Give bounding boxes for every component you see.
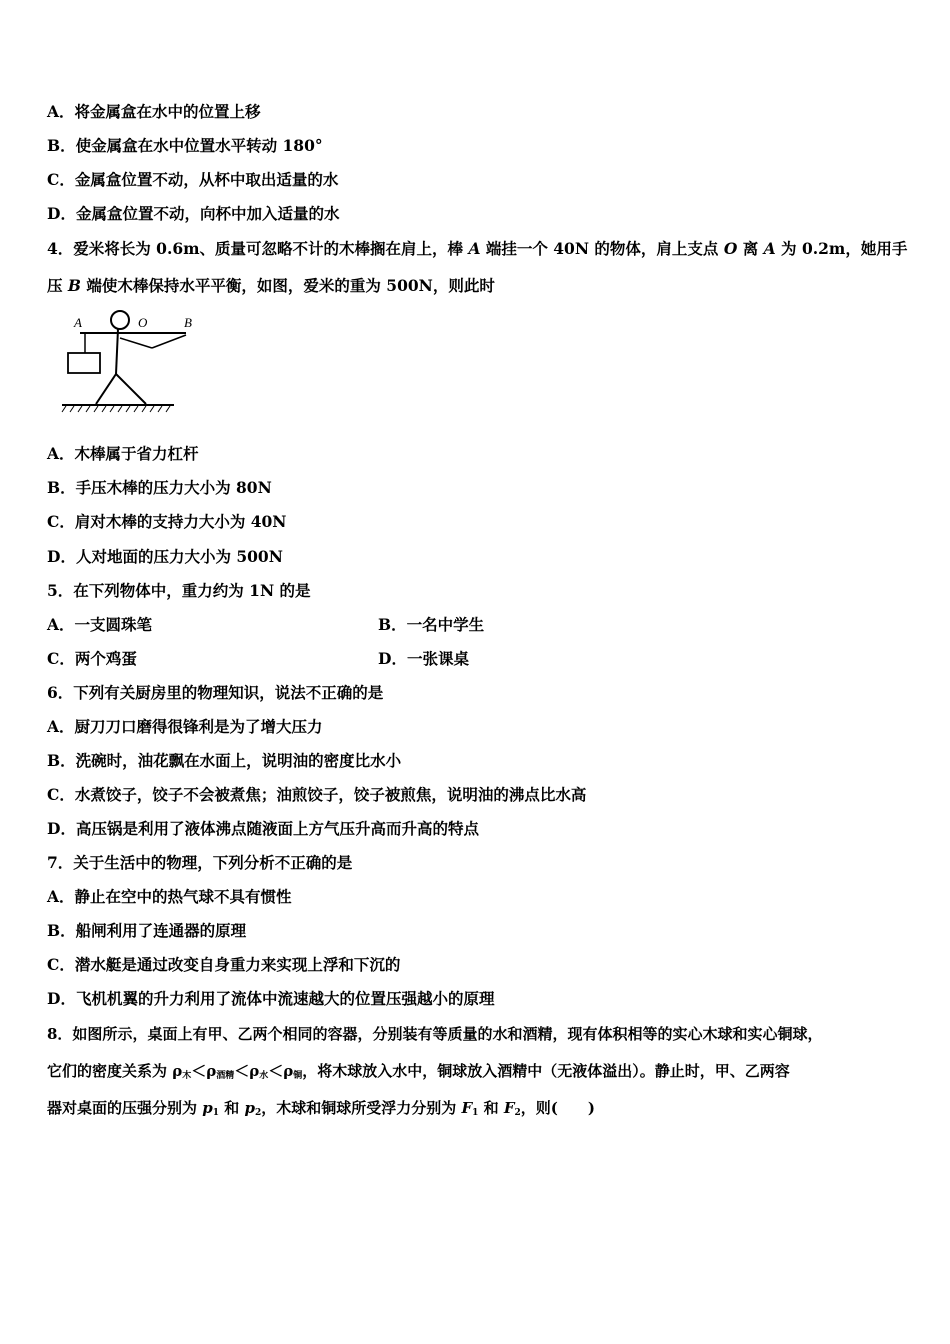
q3-option-d: D．金属盒位置不动，向杯中加入适量的水 — [47, 204, 340, 223]
label-b: B — [184, 315, 192, 330]
forearm — [152, 335, 186, 348]
body — [116, 329, 118, 374]
q4-stem-line2: 压 B 端使木棒保持水平平衡，如图，爱米的重为 500N，则此时 — [47, 276, 495, 295]
q7-option-d: D．飞机机翼的升力利用了流体中流速越大的位置压强越小的原理 — [47, 989, 495, 1008]
q7-option-a: A．静止在空中的热气球不具有惯性 — [47, 887, 292, 906]
arm — [120, 338, 152, 348]
q7-stem: 7．关于生活中的物理，下列分析不正确的是 — [47, 853, 353, 872]
q6-option-c: C．水煮饺子，饺子不会被煮焦；油煎饺子，饺子被煎焦，说明油的沸点比水高 — [47, 785, 587, 804]
lever-figure — [60, 308, 192, 420]
hanging-weight — [68, 353, 100, 373]
q5-option-a: A．一支圆珠笔 — [47, 615, 153, 634]
q3-option-c: C．金属盒位置不动，从杯中取出适量的水 — [47, 170, 339, 189]
q6-option-d: D．高压锅是利用了液体沸点随液面上方气压升高而升高的特点 — [47, 819, 479, 838]
q4-stem-line1: 4．爱米将长为 0.6m、质量可忽略不计的木棒搁在肩上，棒 A 端挂一个 40N 的物体，肩上支点 O 离 A 为 0.2m，她用手 — [47, 239, 908, 258]
left-leg — [96, 374, 116, 404]
q6-stem: 6．下列有关厨房里的物理知识，说法不正确的是 — [47, 683, 384, 702]
q4-option-b: B．手压木棒的压力大小为 80N — [47, 478, 272, 497]
q6-option-b: B．洗碗时，油花飘在水面上，说明油的密度比水小 — [47, 751, 402, 770]
q8-stem-line1: 8．如图所示，桌面上有甲、乙两个相同的容器，分别装有等质量的水和酒精，现有体积相等的实心木球和实心铜球， — [47, 1025, 823, 1043]
q8-stem-line2: 它们的密度关系为 $\rho_木<\rho_{酒精}<\rho_水<\rho_铜$，将木球放入水中，铜球放入酒精中（无液体溢出）。静止时，甲、乙两容 — [47, 1062, 790, 1081]
q5-option-c: C．两个鸡蛋 — [47, 649, 137, 668]
q5-option-d: D．一张课桌 — [378, 649, 469, 668]
q3-option-b: B．使金属盒在水中位置水平转动 180° — [47, 136, 323, 155]
q6-option-a: A．厨刀刀口磨得很锋利是为了增大压力 — [47, 717, 323, 736]
q3-option-a: A．将金属盒在水中的位置上移 — [47, 102, 261, 121]
q7-option-b: B．船闸利用了连通器的原理 — [47, 921, 247, 940]
q5-option-b: B．一名中学生 — [378, 615, 485, 634]
label-a: A — [74, 315, 82, 330]
label-o: O — [138, 315, 148, 330]
right-leg — [116, 374, 146, 404]
q5-stem: 5．在下列物体中，重力约为 1N 的是 — [47, 581, 311, 600]
q4-option-c: C．肩对木棒的支持力大小为 40N — [47, 512, 287, 531]
q4-option-d: D．人对地面的压力大小为 500N — [47, 547, 283, 566]
q8-stem-line3: 器对桌面的压强分别为 $p_1$ 和 $p_2$，木球和铜球所受浮力分别为 $F_1$ 和 $F_2$，则( ) — [47, 1099, 595, 1118]
q4-option-a: A．木棒属于省力杠杆 — [47, 444, 199, 463]
q7-option-c: C．潜水艇是通过改变自身重力来实现上浮和下沉的 — [47, 955, 401, 974]
head — [111, 311, 129, 329]
